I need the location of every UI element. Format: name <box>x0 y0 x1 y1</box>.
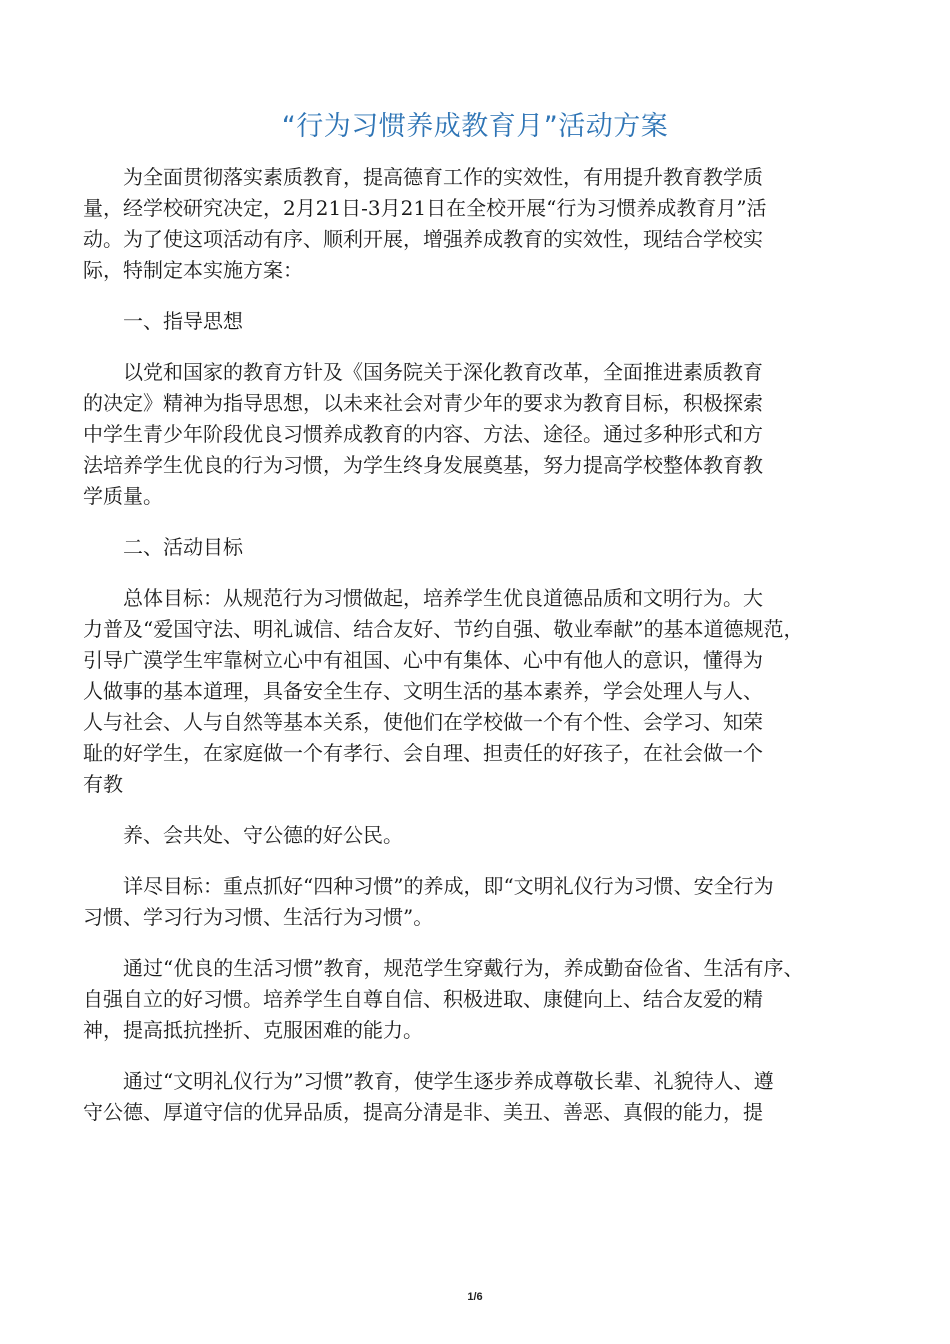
paragraph <box>83 357 883 512</box>
paragraph-line: 通过“优良的生活习惯”教育，规范学生穿戴行为，养成勤奋俭省、生活有序、 <box>123 956 804 980</box>
paragraph-line: 以党和国家的教育方针及《国务院关于深化教育改革，全面推进素质教育 <box>123 360 763 384</box>
paragraph-line: 中学生青少年阶段优良习惯养成教育的内容、方法、途径。通过多种形式和方 <box>83 422 763 446</box>
paragraph-line: 养、会共处、守公德的好公民。 <box>123 823 403 847</box>
paragraph <box>83 871 883 933</box>
paragraph-line: 自强自立的好习惯。培养学生自尊自信、积极进取、康健向上、结合友爱的精 <box>83 987 763 1011</box>
paragraph-line: 人做事的基本道理，具备安全生存、文明生活的基本素养，学会处理人与人、 <box>83 679 763 703</box>
paragraph-line: 际，特制定本实施方案： <box>83 258 303 282</box>
paragraph <box>83 532 883 563</box>
paragraph-line: 的决定》精神为指导思想，以未来社会对青少年的要求为教育目标，积极探索 <box>83 391 763 415</box>
paragraph <box>83 1066 883 1128</box>
paragraph-line: 引导广漠学生牢靠树立心中有祖国、心中有集体、心中有他人的意识，懂得为 <box>83 648 763 672</box>
paragraph-line: 守公德、厚道守信的优异品质，提高分清是非、美丑、善恶、真假的能力，提 <box>83 1100 763 1124</box>
paragraph-line: 动。为了使这项活动有序、顺利开展，增强养成教育的实效性，现结合学校实 <box>83 227 763 251</box>
paragraph-line: 学质量。 <box>83 484 163 508</box>
paragraph-line: 详尽目标：重点抓好“四种习惯”的养成，即“文明礼仪行为习惯、安全行为 <box>123 874 774 898</box>
paragraph-line: 通过“文明礼仪行为”习惯”教育，使学生逐步养成尊敬长辈、礼貌待人、遵 <box>123 1069 774 1093</box>
paragraph <box>83 953 883 1046</box>
document-body <box>83 162 883 1148</box>
paragraph-line: 一、指导思想 <box>123 309 243 333</box>
paragraph-line: 二、活动目标 <box>123 535 243 559</box>
paragraph-line: 耻的好学生，在家庭做一个有孝行、会自理、担责任的好孩子，在社会做一个 <box>83 741 763 765</box>
paragraph-line: 总体目标：从规范行为习惯做起，培养学生优良道德品质和文明行为。大 <box>123 586 763 610</box>
paragraph-line: 量，经学校研究决定，2月21日-3月21日在全校开展“行为习惯养成教育月”活 <box>83 196 767 220</box>
page-number: 1/6 <box>467 1291 483 1303</box>
paragraph-line: 为全面贯彻落实素质教育，提高德育工作的实效性，有用提升教育教学质 <box>123 165 763 189</box>
paragraph <box>83 162 883 286</box>
paragraph <box>83 583 883 800</box>
document-title: “行为习惯养成教育月”活动方案 <box>281 111 669 142</box>
paragraph-line: 有教 <box>83 772 123 796</box>
paragraph-line: 人与社会、人与自然等基本关系，使他们在学校做一个有个性、会学习、知荣 <box>83 710 763 734</box>
paragraph <box>83 820 883 851</box>
paragraph-line: 法培养学生优良的行为习惯，为学生终身发展奠基，努力提高学校整体教育教 <box>83 453 763 477</box>
paragraph <box>83 306 883 337</box>
paragraph-line: 力普及“爱国守法、明礼诚信、结合友好、节约自强、敬业奉献”的基本道德规范， <box>83 617 804 641</box>
paragraph-line: 习惯、学习行为习惯、生活行为习惯”。 <box>83 905 434 929</box>
paragraph-line: 神，提高抵抗挫折、克服困难的能力。 <box>83 1018 423 1042</box>
